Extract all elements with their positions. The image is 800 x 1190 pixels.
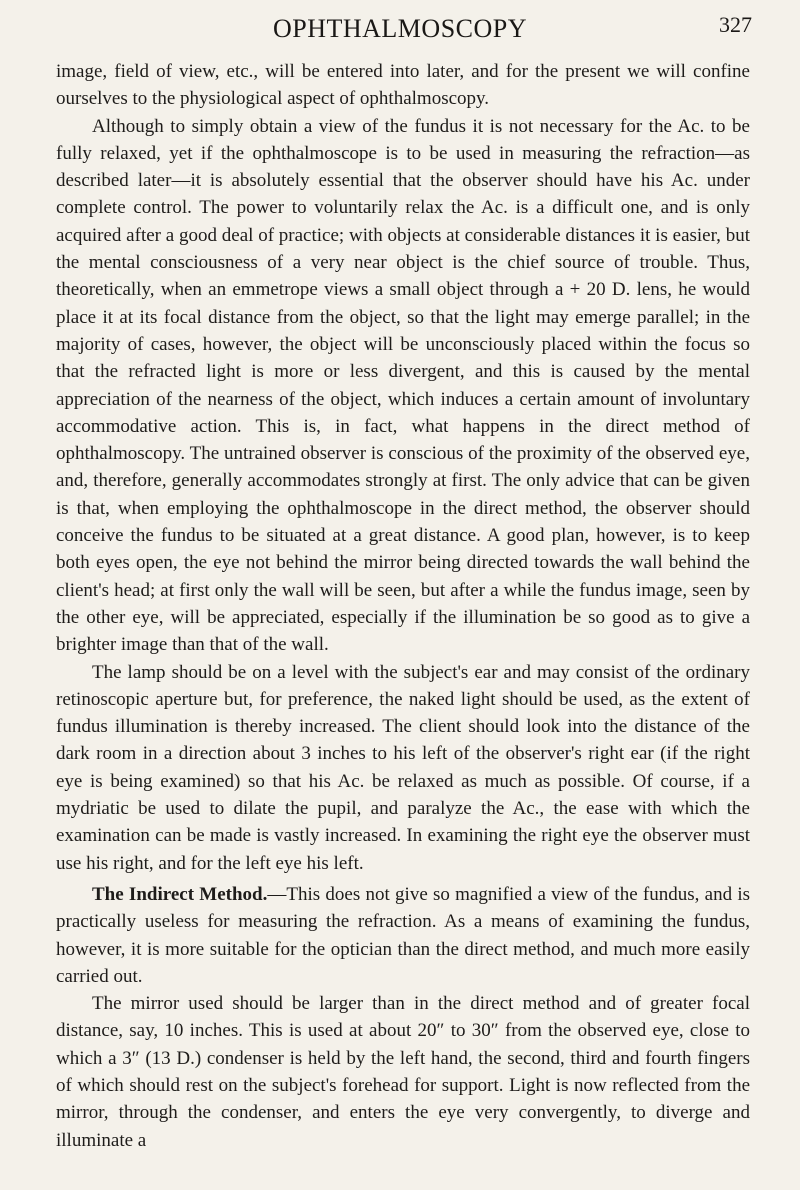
paragraph-mirror: The mirror used should be larger than in the direct method and of greater focal distance, say, 10 inches. This is used at about 20″ to 30″ from the observed eye, close to which a 3″ (13 D.) condenser is held by the left hand, the second, third and fourth fingers of which should rest on the subject's forehead for support. Light is now reflected from the mirror, through the condenser, and enters the eye very convergently, to diverge and illuminate a bbox=[56, 993, 750, 1151]
page-number: 327 bbox=[719, 12, 752, 37]
paragraph-lamp: The lamp should be on a level with the subject's ear and may consist of the ordinary retinoscopic aperture but, for preference, the naked light should be used, as the extent of fundus illumination is thereby increased. The client should look into the distance of the dark room in a direction about 3 inches to his left of the observer's right ear (if the right eye is being examined) so that his Ac. be relaxed as much as possible. Of course, if a mydriatic be used to dilate the pupil, and paralyze the Ac., the ease with which the examination can be made is vastly increased. In examining the right eye the observer must use his right, and for the left eye his left. bbox=[56, 661, 750, 874]
paragraph-accommodation: Although to simply obtain a view of the fundus it is not necessary for the Ac. to be fully relaxed, yet if the ophthalmoscope is to be used in measuring the refraction—as described later—it is absolutely essential that the observer should have his Ac. under complete control. The power to voluntarily relax the Ac. is a difficult one, and is only acquired after a good deal of practice; with objects at considerable distances it is easier, but the mental consciousness of a very near object is the chief source of trouble. Thus, theoretically, when an emmetrope views a small object through a + 20 D. lens, he would place it at its focal distance from the object, so that the light may emerge parallel; in the majority of cases, however, the object will be unconsciously placed within the focus so that the refracted light is more or less divergent, and this is caused by the mental appreciation of the nearness of the object, which induces a certain amount of involuntary accommodative action. This is, in fact, what happens in the direct method of ophthalmoscopy. The untrained observer is conscious of the proximity of the observed eye, and, therefore, generally accommodates strongly at first. The only advice that can be given is that, when employing the ophthalmoscope in the direct method, the observer should conceive the fundus to be situated at a great distance. A good plan, however, is to keep both eyes open, the eye not behind the mirror being directed towards the wall behind the client's head; at first only the wall will be seen, but after a while the fundus image, seen by the other eye, will be appreciated, especially if the illumination be so good as to give a brighter image than that of the wall. bbox=[56, 115, 750, 656]
running-title: OPHTHALMOSCOPY bbox=[272, 14, 528, 43]
paragraph-continuation: image, field of view, etc., will be entered into later, and for the present we will confine ourselves to the physiological aspect of ophthalmoscopy. bbox=[56, 61, 750, 110]
section-text: —This does not give so magnified a view of the fundus, and is practically useless for measuring the refraction. As a means of examining the fundus, however, it is more suitable for the optician than the direct method, and much more easily carried out. bbox=[56, 883, 750, 987]
paragraph-indirect-method bbox=[56, 881, 750, 990]
section-heading: The Indirect Method. bbox=[92, 883, 268, 905]
body-text bbox=[56, 58, 750, 1154]
